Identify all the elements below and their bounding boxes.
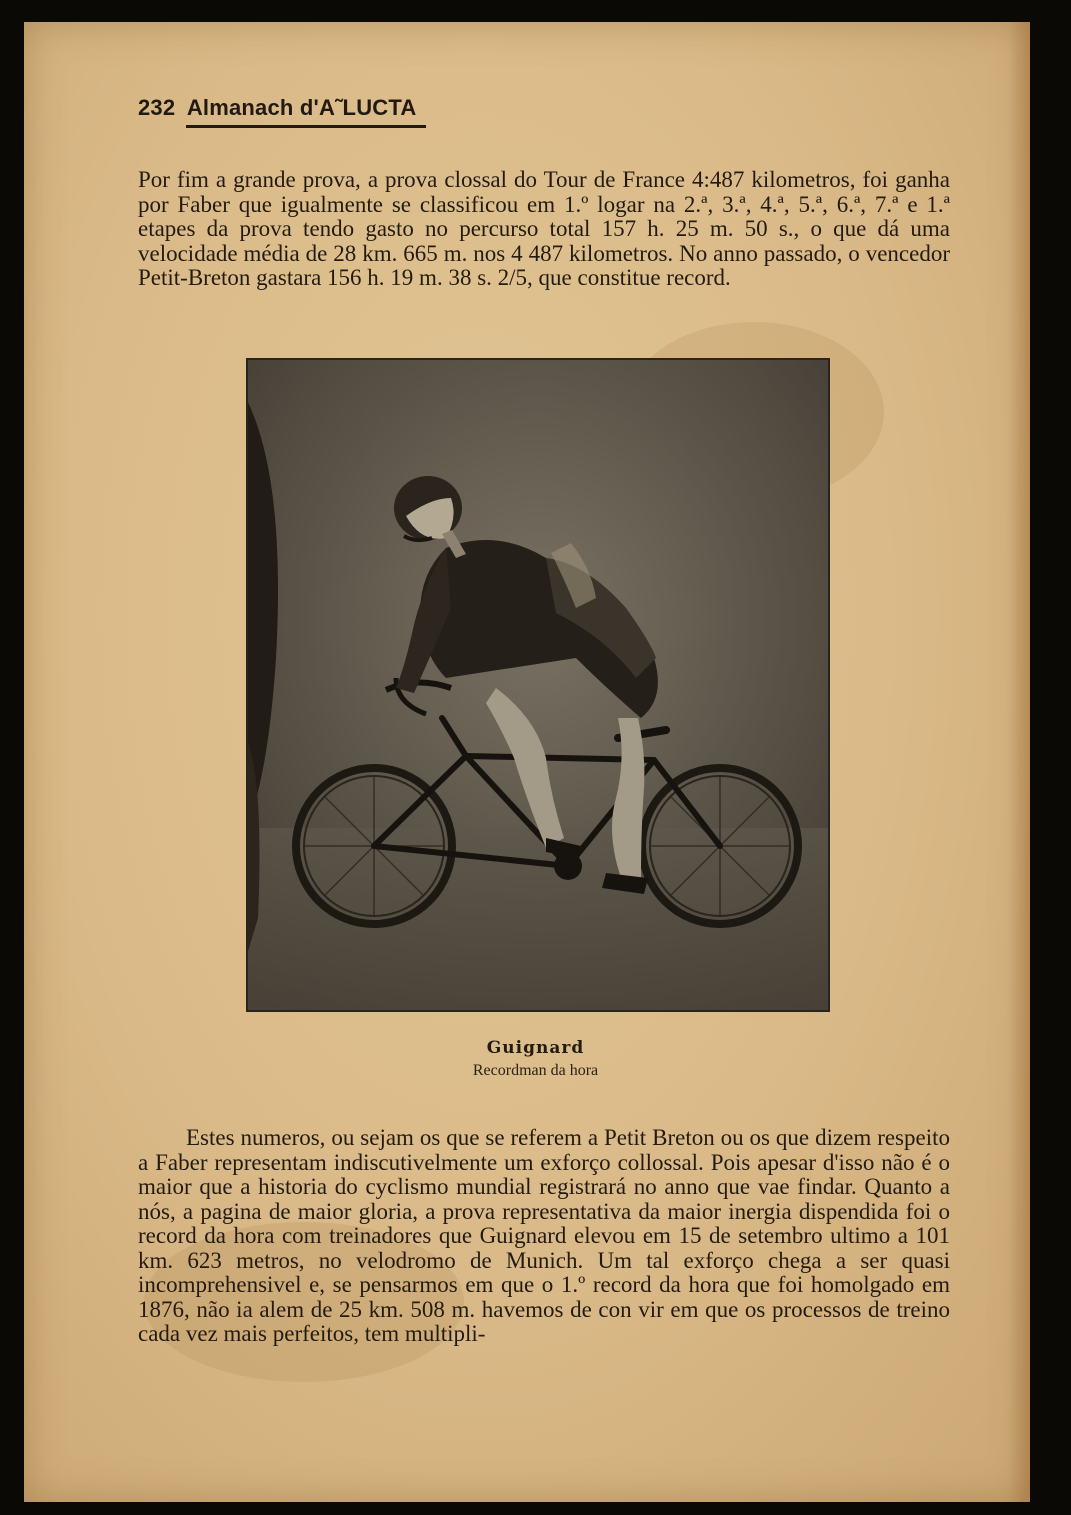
paragraph-tour-de-france: Por fim a grande prova, a prova clossal do Tour de France 4:487 kilometros, foi ganha por Faber que igualmente se classificou em 1.º logar na 2.ª, 3.ª, 4.ª, 5.ª, 6.ª, 7.ª e 1.ª etapes da prova tendo gasto no percurso total 157 h. 25 m. 50 s., o que dá uma velocidade média de 28 km. 665 m. nos 4 487 kilometros. No anno passado, o vencedor Petit-Breton gastara 156 h. 19 m. 38 s. 2/5, que constitue record. [138,167,950,290]
page-edge-shadow [1008,22,1030,1502]
figure-caption-title: Guignard [486,1038,585,1058]
running-header [138,95,416,121]
almanac-title: Almanach d'A˜LUCTA [186,95,417,120]
page-number: 232 [138,95,176,120]
cyclist-illustration [246,358,830,1012]
guignard-photograph [246,358,830,1012]
paragraph-guignard-record: Estes numeros, ou sejam os que se referem a Petit Breton ou os que dizem respeito a Faber representam indiscutivelmente um exforço collossal. Pois apesar d'isso não é o maior que a historia do cyclismo mundial registrará no anno que vae findar. Quanto a nós, a pagina de maior gloria, a prova representativa da maior inergia dispendida foi o record da hora com treinadores que Guignard elevou em 15 de setembro ultimo a 101 km. 623 metros, no velodromo de Munich. Um tal exforço chega a ser quasi incomprehensivel e, se pensarmos em que o 1.º record da hora que foi homolgado em 1876, não ia alem de 25 km. 508 m. havemos de con vir em que os processos de treino cada vez mais perfeitos, tem multipli- [138,1125,950,1346]
figure-caption-subtitle: Recordman da hora [472,1062,599,1079]
header-underline [186,125,426,128]
